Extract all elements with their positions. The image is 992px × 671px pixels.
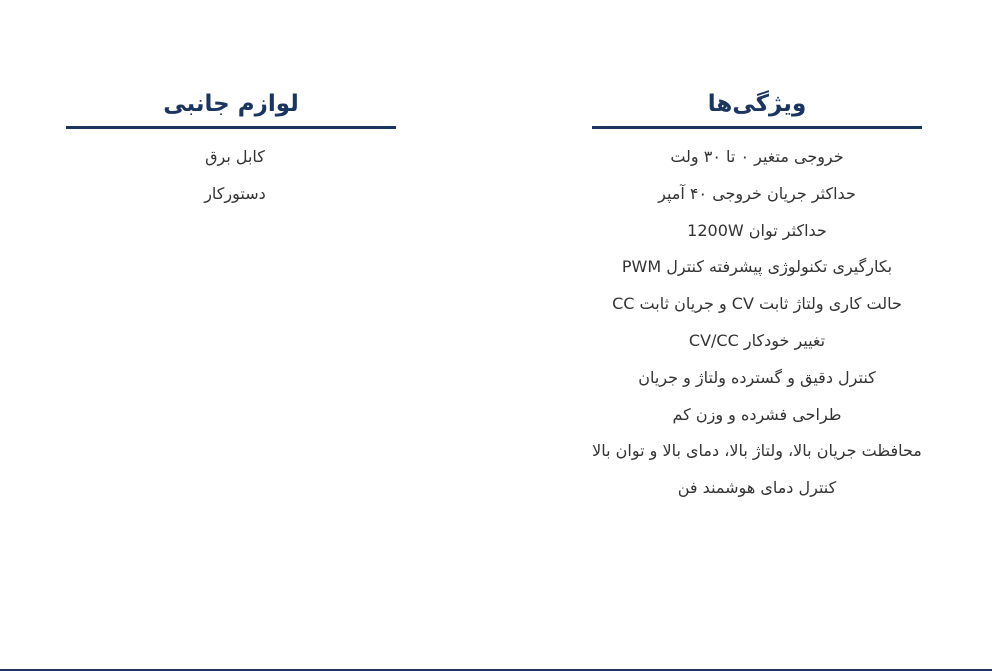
feature-item-protections: محافظت جریان بالا، ولتاژ بالا، دمای بالا و توان بالا	[592, 441, 922, 461]
feature-item-cv-cc-mode: حالت کاری ولتاژ ثابت CV و جریان ثابت CC	[612, 294, 902, 314]
accessories-section	[66, 84, 396, 213]
accessory-item-manual: دستورکار	[204, 183, 266, 203]
features-title-divider	[592, 126, 922, 129]
feature-item-precise-control: کنترل دقیق و گسترده ولتاژ و جریان	[638, 367, 876, 387]
accessories-title-divider	[66, 126, 396, 129]
accessory-item-power-cable: کابل برق	[205, 147, 265, 166]
accessories-list	[66, 139, 396, 213]
feature-item-max-current: حداکثر جریان خروجی ۴۰ آمپر	[658, 183, 856, 203]
feature-item-smart-fan: کنترل دمای هوشمند فن	[677, 478, 837, 498]
feature-item-max-power: حداکثر توان 1200W	[687, 220, 827, 240]
feature-item-pwm-control: بکارگیری تکنولوژی پیشرفته کنترل PWM	[621, 257, 893, 277]
feature-item-compact-design: طراحی فشرده و وزن کم	[672, 404, 842, 424]
feature-item-auto-crossover: تغییر خودکار CV/CC	[688, 330, 826, 350]
accessories-title: لوازم جانبی	[163, 91, 299, 117]
features-title: ویژگی‌ها	[707, 91, 807, 117]
features-section	[592, 84, 922, 507]
feature-item-output-range: خروجی متغیر ۰ تا ۳۰ ولت	[670, 147, 844, 166]
features-list	[592, 139, 922, 507]
